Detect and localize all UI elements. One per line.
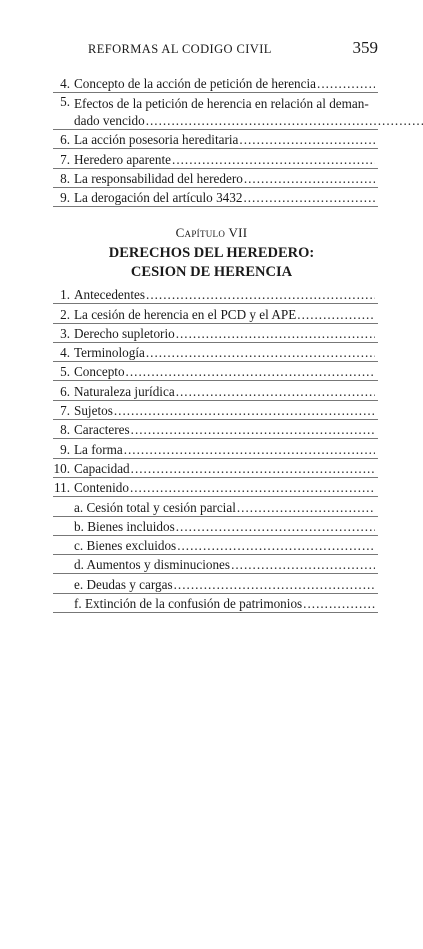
toc-entry-label: dado vencido xyxy=(74,113,145,129)
toc-entry-label: La forma xyxy=(74,441,123,457)
chapter-title xyxy=(0,244,423,282)
toc-entry-label: a. Cesión total y cesión parcial xyxy=(74,499,236,515)
toc-entry-number: 4. xyxy=(60,345,70,361)
toc-entry-number: 2. xyxy=(60,306,70,322)
toc-entry-label: Contenido xyxy=(74,480,129,496)
toc-entry-number: 8. xyxy=(60,422,70,438)
toc-entry-number: 6. xyxy=(60,383,70,399)
toc-entry-label: Terminología xyxy=(74,345,145,361)
running-head xyxy=(0,40,423,60)
toc-entry-label: La responsabilidad del heredero xyxy=(74,170,243,186)
toc-entry-label: b. Bienes incluidos xyxy=(74,518,175,534)
toc-entry xyxy=(53,188,378,207)
chapter-title-line1: DERECHOS DEL HEREDERO: xyxy=(108,245,315,261)
toc-list-chapter-vii xyxy=(53,285,378,613)
toc-entry-number: 11. xyxy=(54,480,70,496)
toc-entry-label: Heredero aparente xyxy=(74,151,172,167)
running-title: REFORMAS AL CODIGO CIVIL xyxy=(88,42,272,56)
toc-entry-number: 9. xyxy=(60,441,70,457)
toc-entry-number: 4. xyxy=(60,76,70,92)
toc-entry-label: f. Extinción de la confusión de patrimonios xyxy=(74,596,303,612)
toc-entry-label: Naturaleza jurídica xyxy=(74,383,175,399)
toc-entry-label: Sujetos xyxy=(74,403,113,419)
toc-entry-number: 7. xyxy=(60,403,70,419)
toc-entry-label: Antecedentes xyxy=(74,287,146,303)
toc-entry-number: 5. xyxy=(60,364,70,380)
toc-entry-number: 3. xyxy=(60,325,70,341)
toc-entry-number: 7. xyxy=(60,151,70,167)
chapter-label: Capítulo VII xyxy=(175,225,248,240)
toc-entry-label: La derogación del artículo 3432 xyxy=(74,189,243,205)
toc-subentry xyxy=(53,594,378,613)
toc-entry-label: Capacidad xyxy=(74,460,130,476)
toc-entry-label: Concepto de la acción de petición de herencia xyxy=(74,76,317,92)
toc-entry-label: La acción posesoria hereditaria xyxy=(74,132,239,148)
toc-entry-number: 9. xyxy=(60,189,70,205)
chapter-title-line2: CESION DE HERENCIA xyxy=(130,264,293,280)
toc-entry-number: 6. xyxy=(60,132,70,148)
page-number: 359 xyxy=(352,38,378,57)
toc-entry-label: d. Aumentos y disminuciones xyxy=(74,557,231,573)
toc-entry-label: La cesión de herencia en el PCD y el APE xyxy=(74,306,297,322)
toc-entry-number: 5. xyxy=(60,94,70,110)
toc-entry-label-line1: Efectos de la petición de herencia en relación al deman- xyxy=(74,96,369,112)
toc-entry-label: Concepto xyxy=(74,364,125,380)
toc-entry-label: Derecho supletorio xyxy=(74,325,175,341)
toc-entry-number: 8. xyxy=(60,170,70,186)
toc-entry-number: 1. xyxy=(60,287,70,303)
toc-entry-label: e. Deudas y cargas xyxy=(74,576,173,592)
toc-entry-label: Caracteres xyxy=(74,422,130,438)
toc-entry-number: 10. xyxy=(53,460,70,476)
toc-entry-label: c. Bienes excluidos xyxy=(74,538,177,554)
toc-list-continued xyxy=(53,74,378,207)
toc-entry-page xyxy=(53,285,423,949)
